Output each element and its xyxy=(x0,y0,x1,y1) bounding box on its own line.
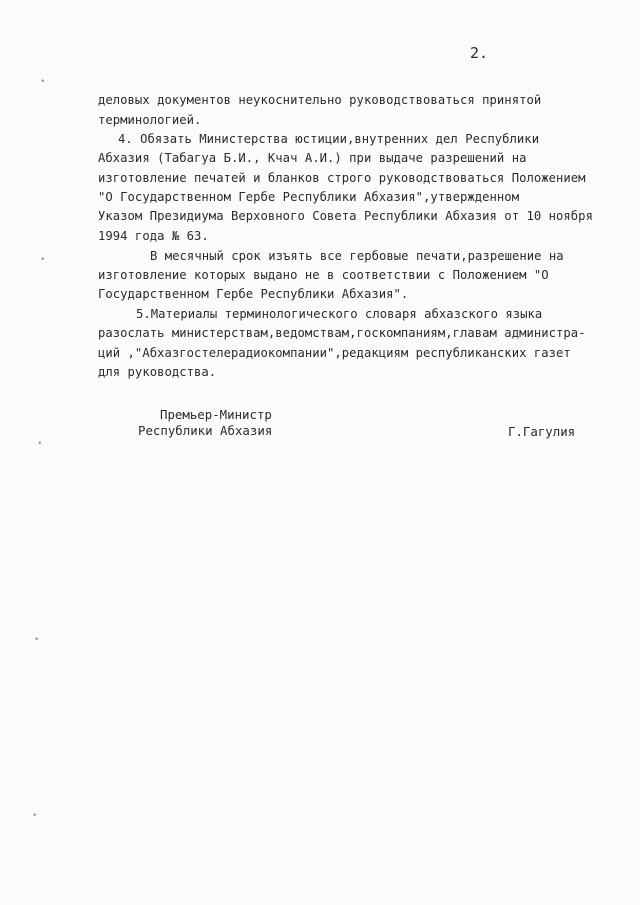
body-line: для руководства. xyxy=(98,365,217,379)
body-line: ций ,"Абхазгостелерадиокомпании",редакциям республиканских газет xyxy=(98,346,571,360)
body-line: 4. Обязать Министерства юстиции,внутренних дел Республики xyxy=(118,132,540,146)
body-line: терминологией. xyxy=(98,113,202,127)
body-line: Абхазия (Табагуа Б.И., Кчач А.И.) при выдаче разрешений на xyxy=(98,151,527,165)
punch-mark: • xyxy=(34,635,40,645)
punch-mark: • xyxy=(37,439,43,449)
body-line: 1994 года № 63. xyxy=(98,229,209,243)
body-line: изготовление которых выдано не в соответствии с Положением "О xyxy=(98,268,549,282)
signature-name: Г.Гагулия xyxy=(508,424,576,439)
punch-mark: • xyxy=(32,811,38,821)
body-line: разослать министерствам,ведомствам,госкомпаниям,главам администра- xyxy=(98,326,586,340)
signature-title-line2: Республики Абхазия xyxy=(138,423,273,438)
body-line: 5.Материалы терминологического словаря абхазского языка xyxy=(136,307,543,321)
punch-mark: • xyxy=(40,255,46,265)
body-line: изготовление печатей и бланков строго руководствоваться Положением xyxy=(98,171,586,185)
body-line: деловых документов неукоснительно руководствоваться принятой xyxy=(98,93,542,107)
body-line: Указом Президиума Верховного Совета Республики Абхазия от 10 ноября xyxy=(98,209,593,223)
body-line: "О Государственном Гербе Республики Абхазия",утвержденном xyxy=(98,190,520,204)
punch-mark: • xyxy=(40,77,46,87)
body-line: Государственном Гербе Республики Абхазия". xyxy=(98,287,409,301)
body-line: В месячный срок изъять все гербовые печати,разрешение на xyxy=(150,249,564,263)
page-number: 2. xyxy=(470,44,489,62)
signature-title-line1: Премьер-Министр xyxy=(160,407,272,422)
